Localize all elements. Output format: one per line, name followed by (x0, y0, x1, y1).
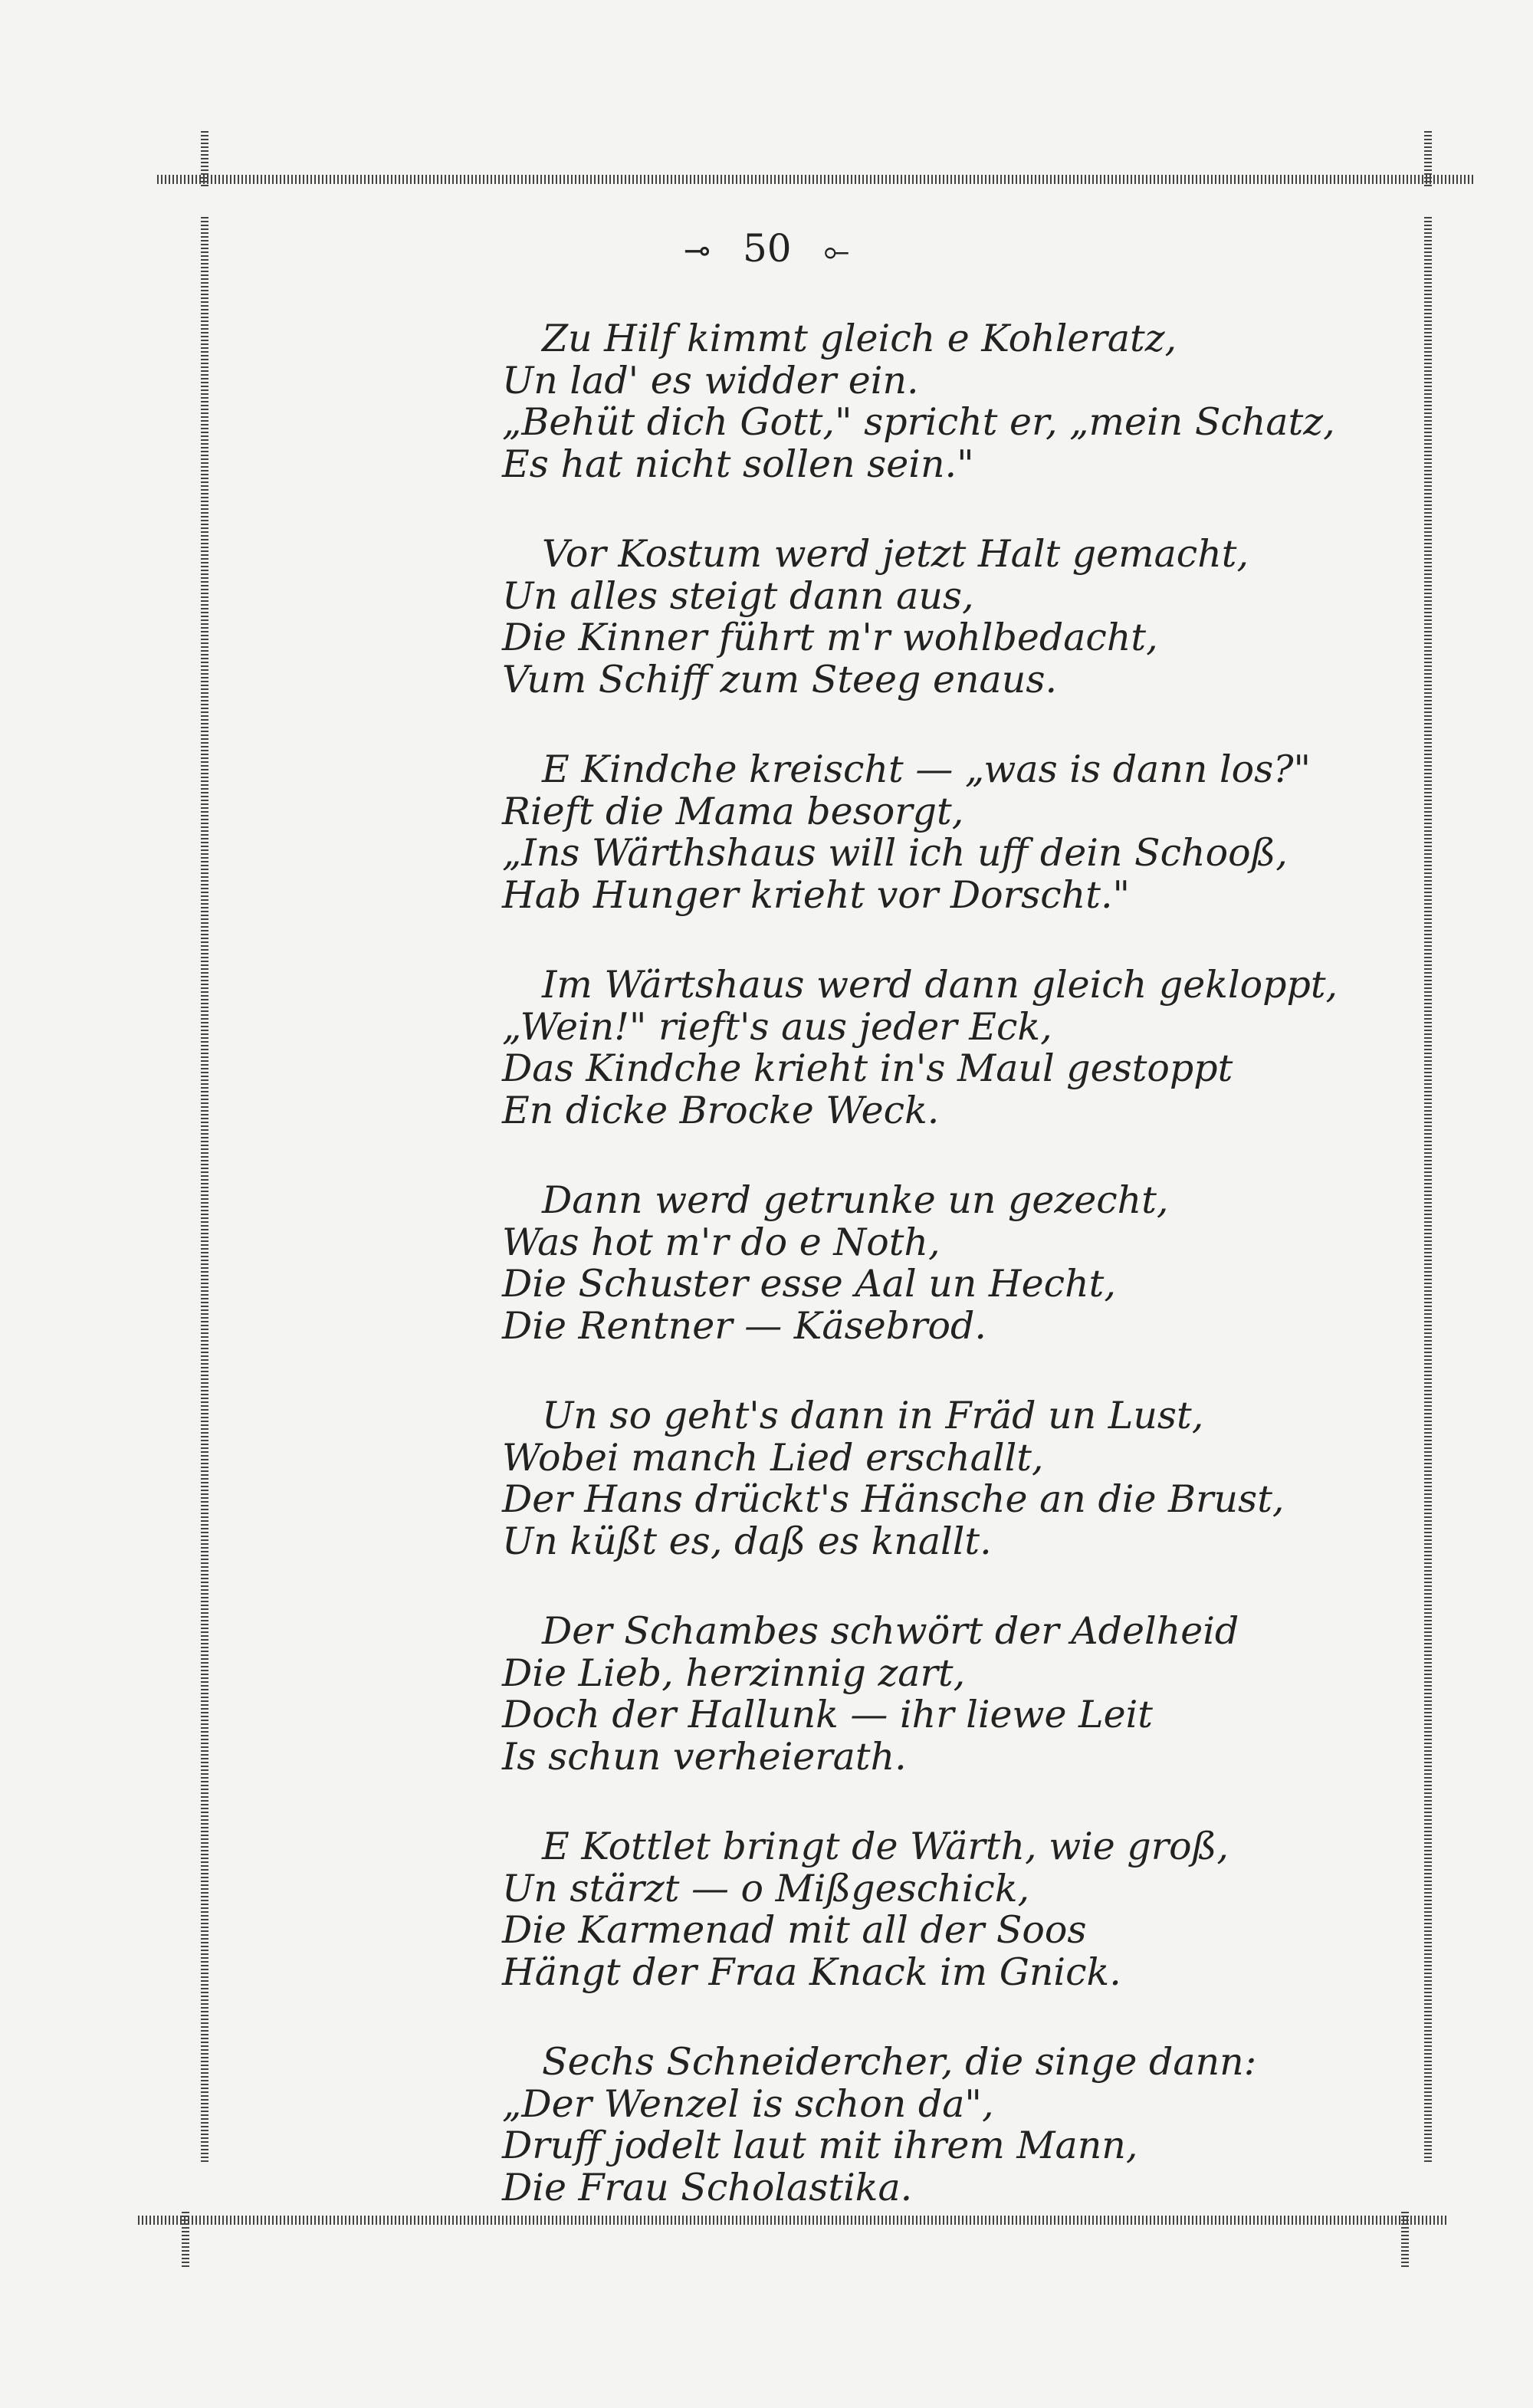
right-bottom-dotted-rule (1401, 2209, 1409, 2267)
poem-line: Der Schambes schwört der Adelheid (542, 1609, 1239, 1653)
poem-line: „Ins Wärthshaus will ich uff dein Schooß, (502, 831, 1288, 875)
right-top-dotted-rule (1424, 129, 1432, 186)
poem-line: En dicke Brocke Weck. (502, 1088, 940, 1132)
stanza (502, 1395, 1345, 1562)
stanza (502, 1611, 1345, 1778)
poem-line: Zu Hilf kimmt gleich e Kohleratz, (542, 317, 1177, 360)
poem-line: Doch der Hallunk — ihr liewe Leit (502, 1693, 1153, 1736)
poem-line: Dann werd getrunke un gezecht, (542, 1178, 1169, 1222)
poem-line: Druff jodelt laut mit ihrem Mann, (502, 2124, 1138, 2167)
poem-line: Hab Hunger krieht vor Dorscht." (502, 872, 1131, 917)
page-header (0, 226, 1533, 271)
poem-line: Die Lieb, herzinnig zart, (502, 1651, 966, 1695)
poem-line: „Behüt dich Gott," spricht er, „mein Schatz, (502, 400, 1335, 444)
poem-line: „Der Wenzel is schon da", (502, 2081, 994, 2126)
poem-line: Is schun verheierath. (502, 1734, 907, 1779)
poem-line: Das Kindche krieht in's Maul gestoppt (502, 1046, 1233, 1090)
poem-line: Wobei manch Lied erschallt, (502, 1435, 1044, 1480)
poem-line: Un so geht's dann in Fräd un Lust, (542, 1394, 1204, 1437)
poem-line: Im Wärtshaus werd dann gleich gekloppt, (542, 963, 1338, 1007)
poem-line: Un alles steigt dann aus, (502, 573, 974, 618)
stanza (502, 1180, 1345, 1347)
left-bottom-dotted-rule (182, 2209, 189, 2267)
poem-line: Vum Schiff zum Steeg enaus. (502, 657, 1058, 701)
poem-line: Der Hans drückt's Hänsche an die Brust, (502, 1477, 1285, 1521)
top-dotted-rule (157, 175, 1476, 184)
page-number: 50 (742, 226, 792, 271)
poem-line: Es hat nicht sollen sein." (502, 442, 974, 486)
poem-line: E Kottlet bringt de Wärth, wie groß, (542, 1825, 1229, 1868)
ornament-left-icon: ⊸ (683, 232, 711, 269)
poem-line: Rieft die Mama besorgt, (502, 789, 964, 833)
left-top-dotted-rule (201, 129, 208, 186)
stanza (502, 749, 1345, 916)
poem-line: Die Rentner — Käsebrod. (502, 1303, 986, 1348)
poem-line: Vor Kostum werd jetzt Halt gemacht, (542, 532, 1249, 576)
ornament-right-icon: ⟜ (823, 232, 850, 269)
right-dotted-rule (1424, 215, 1432, 2162)
stanza (502, 1826, 1345, 1993)
poem-line: „Wein!" rieft's aus jeder Eck, (502, 1004, 1052, 1049)
stanza (502, 2042, 1345, 2209)
poem-line: Un stärzt — o Mißgeschick, (502, 1866, 1030, 1910)
left-dotted-rule (201, 215, 208, 2162)
poem-line: Hängt der Fraa Knack im Gnick. (502, 1950, 1121, 1994)
poem-line: Die Schuster esse Aal un Hecht, (502, 1262, 1116, 1306)
poem-line: Die Karmenad mit all der Soos (502, 1908, 1087, 1952)
poem-line: Die Frau Scholastika. (502, 2165, 913, 2209)
poem-line: Was hot m'r do e Noth, (502, 1220, 940, 1264)
poem-line: Un lad' es widder ein. (502, 358, 919, 402)
poem-line: Sechs Schneidercher, die singe dann: (542, 2040, 1257, 2084)
stanza (502, 318, 1345, 485)
poem-body (502, 318, 1345, 2257)
stanza (502, 964, 1345, 1132)
poem-line: E Kindche kreischt — „was is dann los?" (542, 747, 1311, 791)
poem-line: Un küßt es, daß es knallt. (502, 1519, 992, 1563)
poem-line: Die Kinner führt m'r wohlbedacht, (502, 616, 1158, 659)
stanza (502, 534, 1345, 701)
